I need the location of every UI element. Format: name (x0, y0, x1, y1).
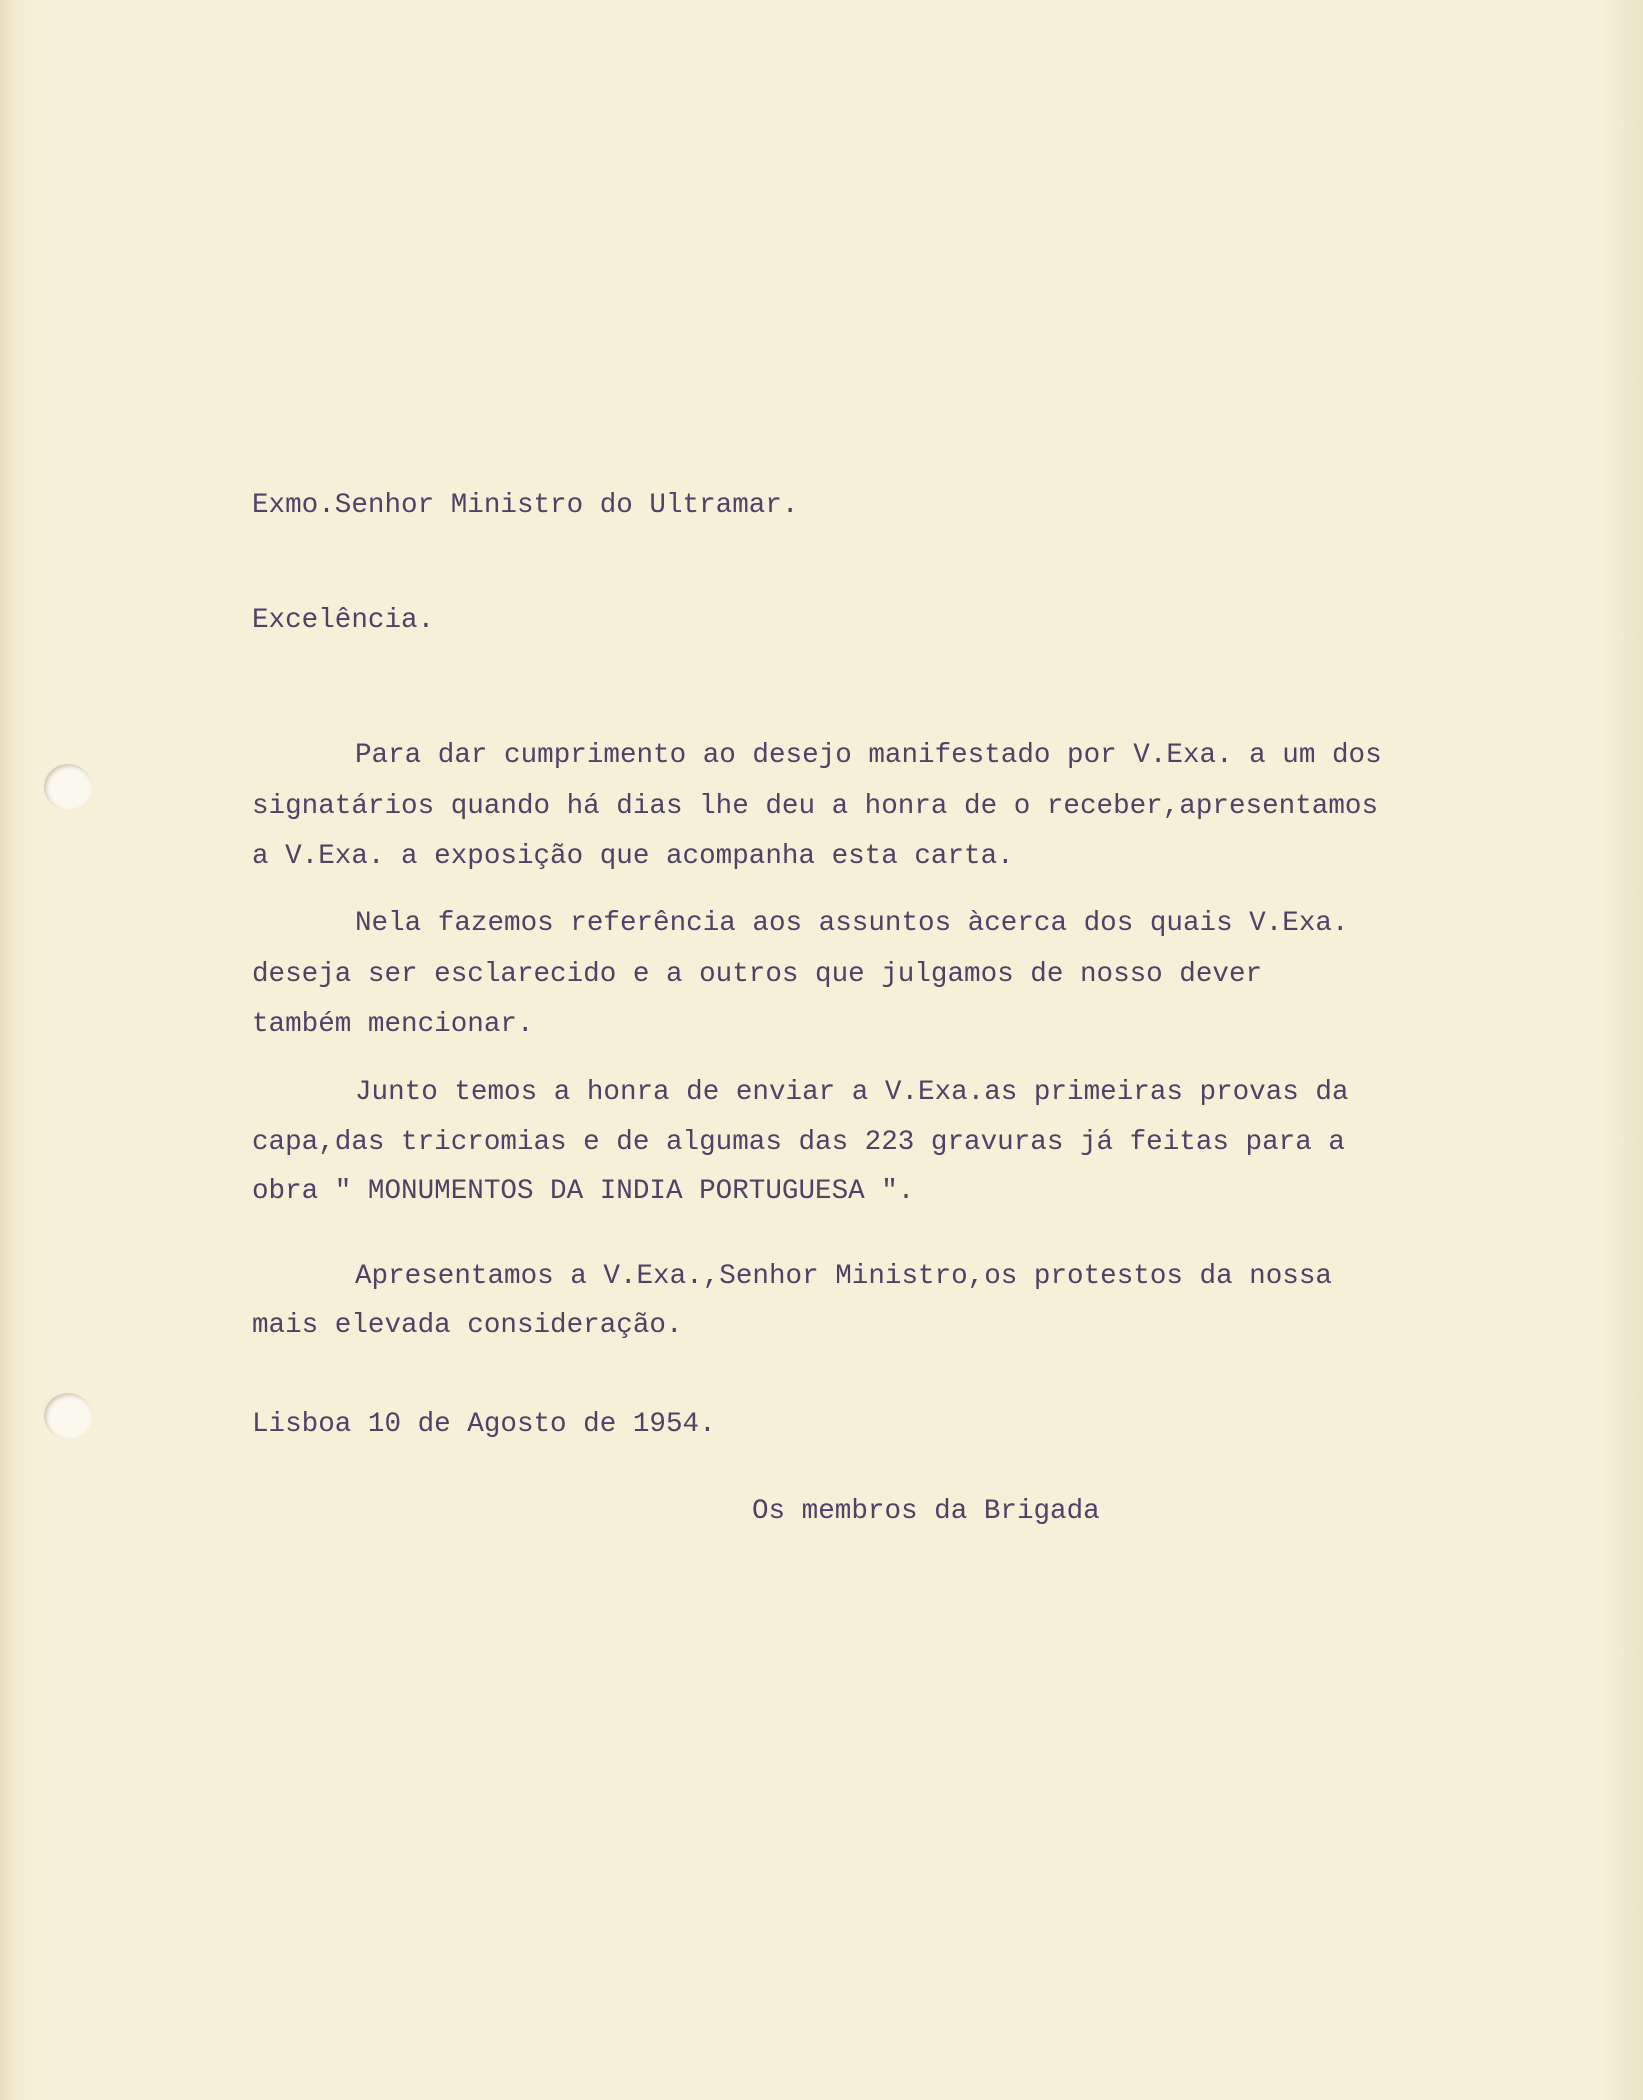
punch-hole (44, 1393, 92, 1439)
paragraph-line: Para dar cumprimento ao desejo manifestado por V.Exa. a um dos (355, 740, 1382, 772)
signature: Os membros da Brigada (752, 1496, 1100, 1528)
paragraph-line: signatários quando há dias lhe deu a honra de o receber,apresentamos (252, 791, 1379, 823)
paragraph-line: obra " MONUMENTOS DA INDIA PORTUGUESA ". (252, 1176, 915, 1208)
paragraph-line: também mencionar. (252, 1009, 534, 1041)
date-line: Lisboa 10 de Agosto de 1954. (252, 1409, 716, 1441)
paragraph-line: Nela fazemos referência aos assuntos àcerca dos quais V.Exa. (355, 908, 1349, 940)
paragraph-line: Junto temos a honra de enviar a V.Exa.as primeiras provas da (355, 1077, 1349, 1109)
paragraph-line: mais elevada consideração. (252, 1310, 683, 1342)
paragraph-line: deseja ser esclarecido e a outros que julgamos de nosso dever (252, 959, 1263, 991)
salutation: Excelência. (252, 605, 435, 637)
punch-hole (44, 764, 92, 810)
addressee: Exmo.Senhor Ministro do Ultramar. (252, 490, 799, 522)
paragraph-line: capa,das tricromias e de algumas das 223 gravuras já feitas para a (252, 1127, 1345, 1159)
paragraph-line: Apresentamos a V.Exa.,Senhor Ministro,os protestos da nossa (355, 1261, 1332, 1293)
paragraph-line: a V.Exa. a exposição que acompanha esta carta. (252, 841, 1014, 873)
